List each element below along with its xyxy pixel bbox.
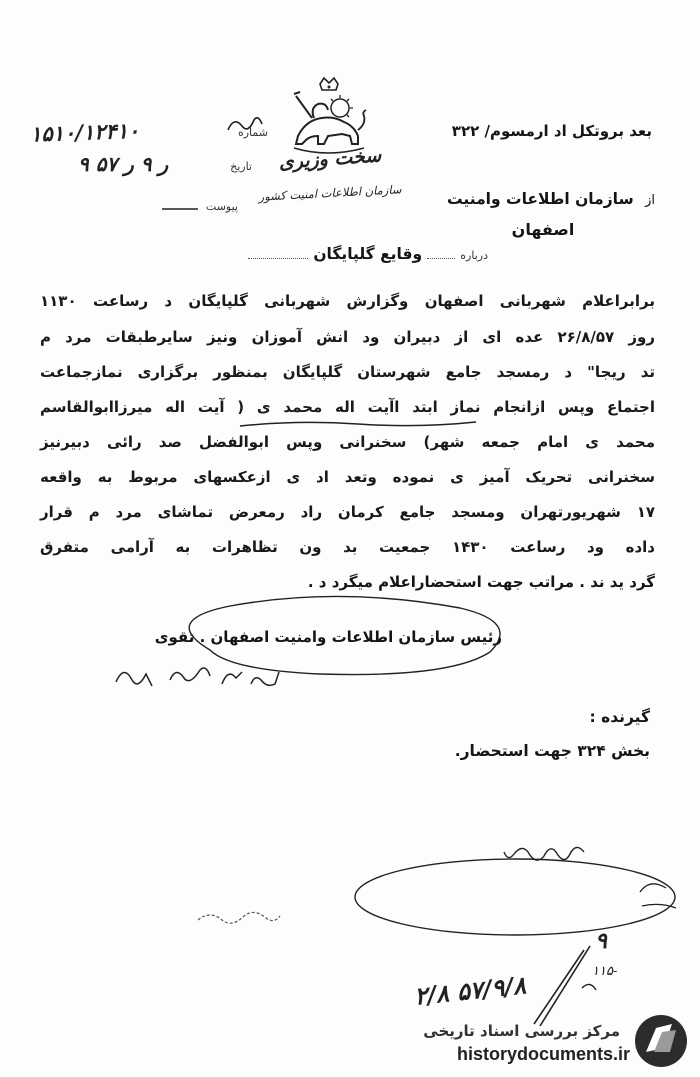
from-line [405,190,655,208]
signature-title: رئیس سازمان اطلاعات وامنیت اصفهان . تقوی [154,628,502,646]
body-line-6: سخنرانی تحریک آمیز ی نموده وتعد اد ی ازعکسهای مربوط به واقعه [40,468,655,486]
classification-line: بعد بروتکل اد ارمسوم/ ۳۲۲ [451,122,652,140]
handwritten-initials [245,666,285,690]
date-label: تاریخ [230,160,252,173]
bottom-faint-stamp [192,906,282,930]
subject-value: وقایع گلپایگان [313,245,423,263]
watermark-url: historydocuments.ir [456,1044,630,1064]
body-line-4: اجتماع وپس ازانجام نماز ابتد اآیت اله محمد ی ( آیت اله میرزاابوالقاسم [40,398,655,416]
from-city: اصفهان [511,220,575,239]
number-value: ۱۵۱۰/۱۲۴۱۰ [29,117,140,147]
bottom-oval-mark [350,852,680,942]
org-handwritten-note: سازمان اطلاعات امنیت کشور [258,182,402,204]
attachment-dash [160,206,200,212]
bottom-digit: ۹ [595,928,607,954]
body-line-9: گرد ید ند . مراتب جهت استحضاراعلام میگرد د . [307,573,655,591]
subject-line [228,244,488,263]
lion-and-sun-emblem [288,78,370,156]
number-label: شماره [237,126,268,139]
from-organization: سازمان اطلاعات وامنیت [447,190,634,208]
watermark-logo-icon [632,1012,690,1070]
number-scribble [224,112,264,136]
attachment-label: پیوست [205,200,238,213]
bottom-date: ۲/۸ ۵۷/۹/۸ [412,970,528,1011]
watermark-name: مرکز بررسی اسناد تاریخی [423,1022,620,1040]
subject-label: درباره [460,249,488,262]
date-value: ۹ ر ۹ ر ۵۷ [78,152,169,176]
recipients-line: بخش ۳۲۴ جهت استحضار. [454,742,650,760]
secrecy-note: سخت وزیری [278,144,382,174]
body-line-2: روز ۲۶/۸/۵۷ عده ای از دبیران ود انش آموزان ونیز سایرطبقات مرد م [40,328,655,346]
handwritten-signature [110,656,250,696]
from-prefix: از [645,193,655,208]
body-line-8: داده ود رساعت ۱۴۳۰ جمعیت بد ون تظاهرات به آرامی متفرق [40,538,655,556]
recipients-label: گیرنده : [589,708,650,726]
body-line-1: برابراعلام شهربانی اصفهان وگزارش شهربانی گلپایگان د رساعت ۱۱۳۰ [40,292,655,310]
body-line-7: ۱۷ شهریورتهران ومسجد جامع کرمان راد رمعرض تماشای مرد م قرار [40,503,655,521]
body-line-3: تد ریجا" د رمسجد جامع شهرستان گلپایگان بمنظور برگزاری نمازجماعت [40,363,655,381]
body-line-5: محمد ی امام جمعه شهر) سخنرانی وپس ابوالفضل صد رائی دبیرنیز [40,433,655,451]
handwritten-underline [238,418,478,432]
bottom-code: ۱۱۵- [592,964,618,979]
bottom-arrow-stroke [520,940,600,1030]
